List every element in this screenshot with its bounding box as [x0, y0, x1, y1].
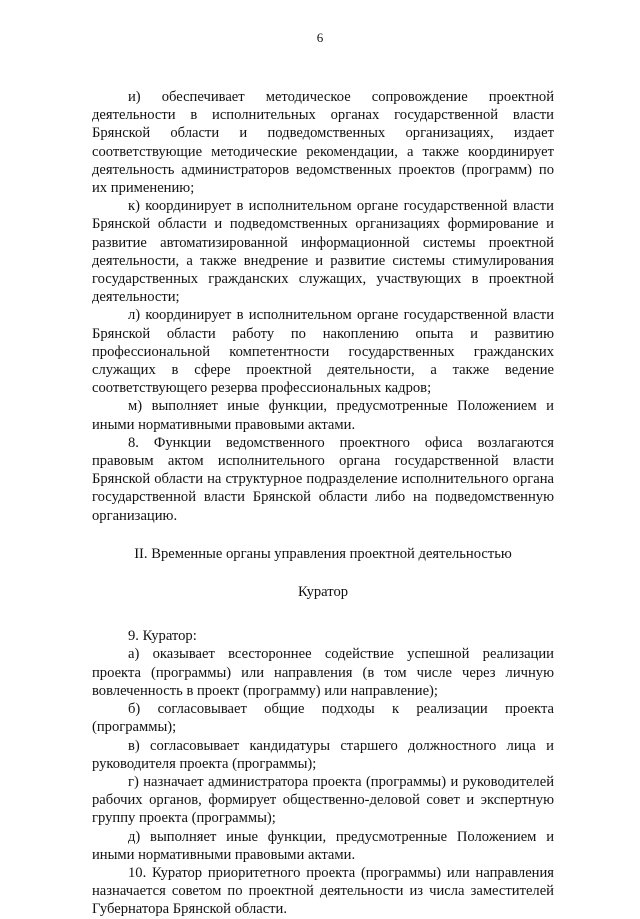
paragraph-item-l: л) координирует в исполнительном органе государственной власти Брянской области работу по накоплению опыта и развитию профессиональной компетентности государственных гражданских служащих в сфере проектной деятельности, а также ведение соответствующего резерва профессиональных кадров; [92, 307, 554, 397]
paragraph-item-k: к) координирует в исполнительном органе государственной власти Брянской области и подведомственных организациях формирование и развитие автоматизированной информационной системы проектной деятельности, а также внедрение и развитие системы стимулирования государственных гражданских служащих, участвующих в проектной деятельности; [92, 198, 554, 306]
section-heading: II. Временные органы управления проектной деятельностью [134, 545, 512, 562]
paragraph-clause-10: 10. Куратор приоритетного проекта (программы) или направления назначается советом по проектной деятельности из числа заместителей Губернатора Брянской области. [92, 864, 554, 918]
paragraph-item-b: б) согласовывает общие подходы к реализации проекта (программы); [92, 701, 554, 736]
paragraph-item-d: д) выполняет иные функции, предусмотренные Положением и иными нормативными правовыми актами. [92, 828, 554, 863]
paragraph-item-a: а) оказывает всестороннее содействие успешной реализации проекта (программы) или направления (в том числе через личную вовлеченность в проект (программу) или направление); [92, 646, 554, 699]
paragraph-clause-9: 9. Куратор: [128, 628, 197, 645]
paragraph-item-m: м) выполняет иные функции, предусмотренные Положением и иными нормативными правовыми актами. [92, 398, 554, 433]
page-number: 6 [316, 30, 324, 45]
document-body [92, 88, 554, 919]
subheading-curator: Куратор [297, 584, 349, 601]
paragraph-item-g: г) назначает администратора проекта (программы) и руководителей рабочих органов, формирует общественно-деловой совет и экспертную группу проекта (программы); [92, 773, 554, 827]
paragraph-item-i: и) обеспечивает методическое сопровождение проектной деятельности в исполнительных органах государственной власти Брянской области и подведомственных организациях, издает соответствующие методические рекомендации, а также координирует деятельность администраторов ведомственных проектов (программ) по их применению; [92, 89, 554, 197]
paragraph-item-v: в) согласовывает кандидатуры старшего должностного лица и руководителя проекта (программы); [92, 737, 554, 772]
paragraph-clause-8: 8. Функции ведомственного проектного офиса возлагаются правовым актом исполнительного органа государственной власти Брянской области на структурное подразделение исполнительного органа государственной власти Брянской области либо на подведомственную организацию. [92, 434, 554, 524]
